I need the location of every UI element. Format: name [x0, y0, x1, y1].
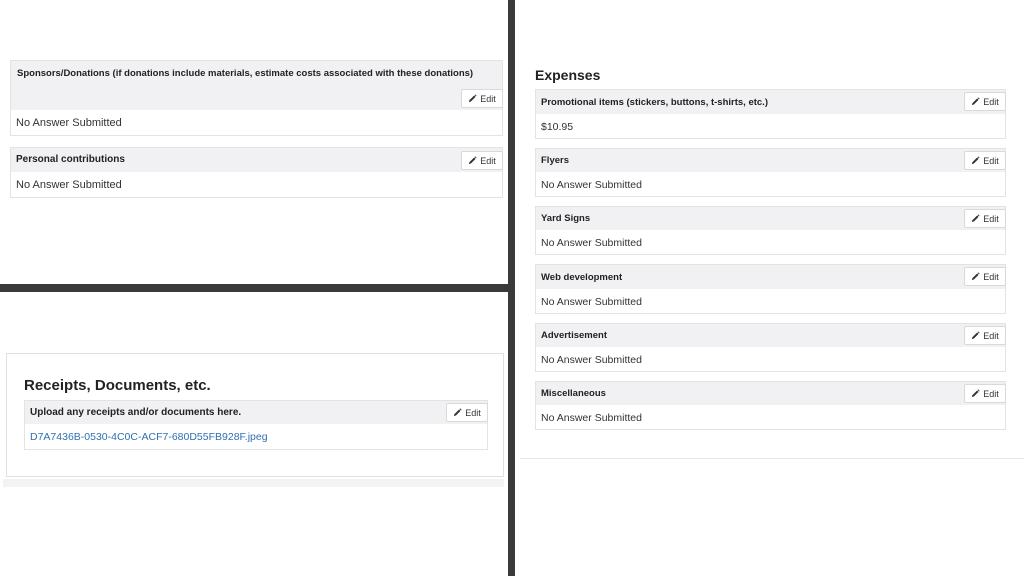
personal-edit-button[interactable]	[461, 151, 503, 170]
expense-edit-button[interactable]	[964, 209, 1006, 228]
expense-item-label: Advertisement	[541, 330, 607, 341]
expense-item-answer: No Answer Submitted	[541, 296, 642, 308]
bottom-left-panel	[0, 292, 508, 576]
pencil-icon	[468, 156, 477, 165]
personal-question	[10, 147, 503, 198]
receipts-card	[6, 353, 504, 477]
expense-item	[535, 264, 1006, 314]
expense-item	[535, 89, 1006, 139]
pencil-icon	[971, 97, 980, 106]
upload-question-label: Upload any receipts and/or documents here.	[30, 407, 242, 418]
pencil-icon	[971, 331, 980, 340]
expense-item	[535, 206, 1006, 255]
pencil-icon	[971, 156, 980, 165]
edit-label: Edit	[983, 271, 999, 282]
pencil-icon	[971, 272, 980, 281]
expense-item-header	[536, 382, 1005, 405]
expense-item-answer: No Answer Submitted	[541, 237, 642, 249]
expense-item	[535, 148, 1006, 197]
edit-label: Edit	[983, 330, 999, 341]
pencil-icon	[971, 389, 980, 398]
expense-item-header	[536, 149, 1005, 172]
personal-answer: No Answer Submitted	[16, 179, 122, 191]
expense-item-answer: No Answer Submitted	[541, 354, 642, 366]
expense-item-answer: $10.95	[541, 121, 574, 133]
receipts-title: Receipts, Documents, etc.	[24, 377, 211, 394]
personal-question-header	[11, 148, 502, 172]
edit-label: Edit	[983, 213, 999, 224]
expense-edit-button[interactable]	[964, 326, 1006, 345]
sponsors-question	[10, 60, 503, 136]
expense-item-answer: No Answer Submitted	[541, 179, 642, 191]
edit-label: Edit	[465, 407, 481, 418]
expense-item-label: Yard Signs	[541, 213, 591, 224]
expense-item-label: Flyers	[541, 155, 569, 166]
sponsors-question-label: Sponsors/Donations (if donations include materials, estimate costs associated with these donations)	[17, 68, 474, 79]
personal-question-label: Personal contributions	[16, 154, 125, 165]
upload-question-header	[25, 401, 487, 424]
vertical-separator	[508, 0, 515, 576]
edit-label: Edit	[983, 155, 999, 166]
sponsors-edit-button[interactable]	[461, 89, 503, 108]
right-panel	[515, 0, 1024, 576]
expense-edit-button[interactable]	[964, 92, 1006, 111]
edit-label: Edit	[480, 155, 496, 166]
uploaded-file-link[interactable]: D7A7436B-0530-4C0C-ACF7-680D55FB928F.jpeg	[30, 431, 268, 443]
expense-item-header	[536, 265, 1005, 289]
expenses-title: Expenses	[535, 67, 601, 83]
edit-label: Edit	[480, 93, 496, 104]
expense-item-header	[536, 90, 1005, 114]
expense-item-label: Miscellaneous	[541, 388, 606, 399]
card-footer-strip	[3, 479, 504, 487]
expense-item-header	[536, 207, 1005, 230]
section-divider	[520, 458, 1024, 459]
horizontal-separator	[0, 284, 508, 292]
sponsors-answer: No Answer Submitted	[16, 117, 122, 129]
expense-item-header	[536, 324, 1005, 347]
edit-label: Edit	[983, 388, 999, 399]
pencil-icon	[971, 214, 980, 223]
expense-item-label: Promotional items (stickers, buttons, t-shirts, etc.)	[541, 97, 768, 108]
upload-edit-button[interactable]	[446, 403, 488, 422]
edit-label: Edit	[983, 96, 999, 107]
expense-item-answer: No Answer Submitted	[541, 412, 642, 424]
pencil-icon	[453, 408, 462, 417]
expense-edit-button[interactable]	[964, 384, 1006, 403]
upload-question	[24, 400, 488, 450]
sponsors-question-header	[11, 61, 502, 110]
expense-item	[535, 323, 1006, 372]
top-left-panel	[0, 0, 508, 284]
expense-item-label: Web development	[541, 272, 623, 283]
expense-edit-button[interactable]	[964, 267, 1006, 286]
expense-edit-button[interactable]	[964, 151, 1006, 170]
expense-item	[535, 381, 1006, 430]
pencil-icon	[468, 94, 477, 103]
